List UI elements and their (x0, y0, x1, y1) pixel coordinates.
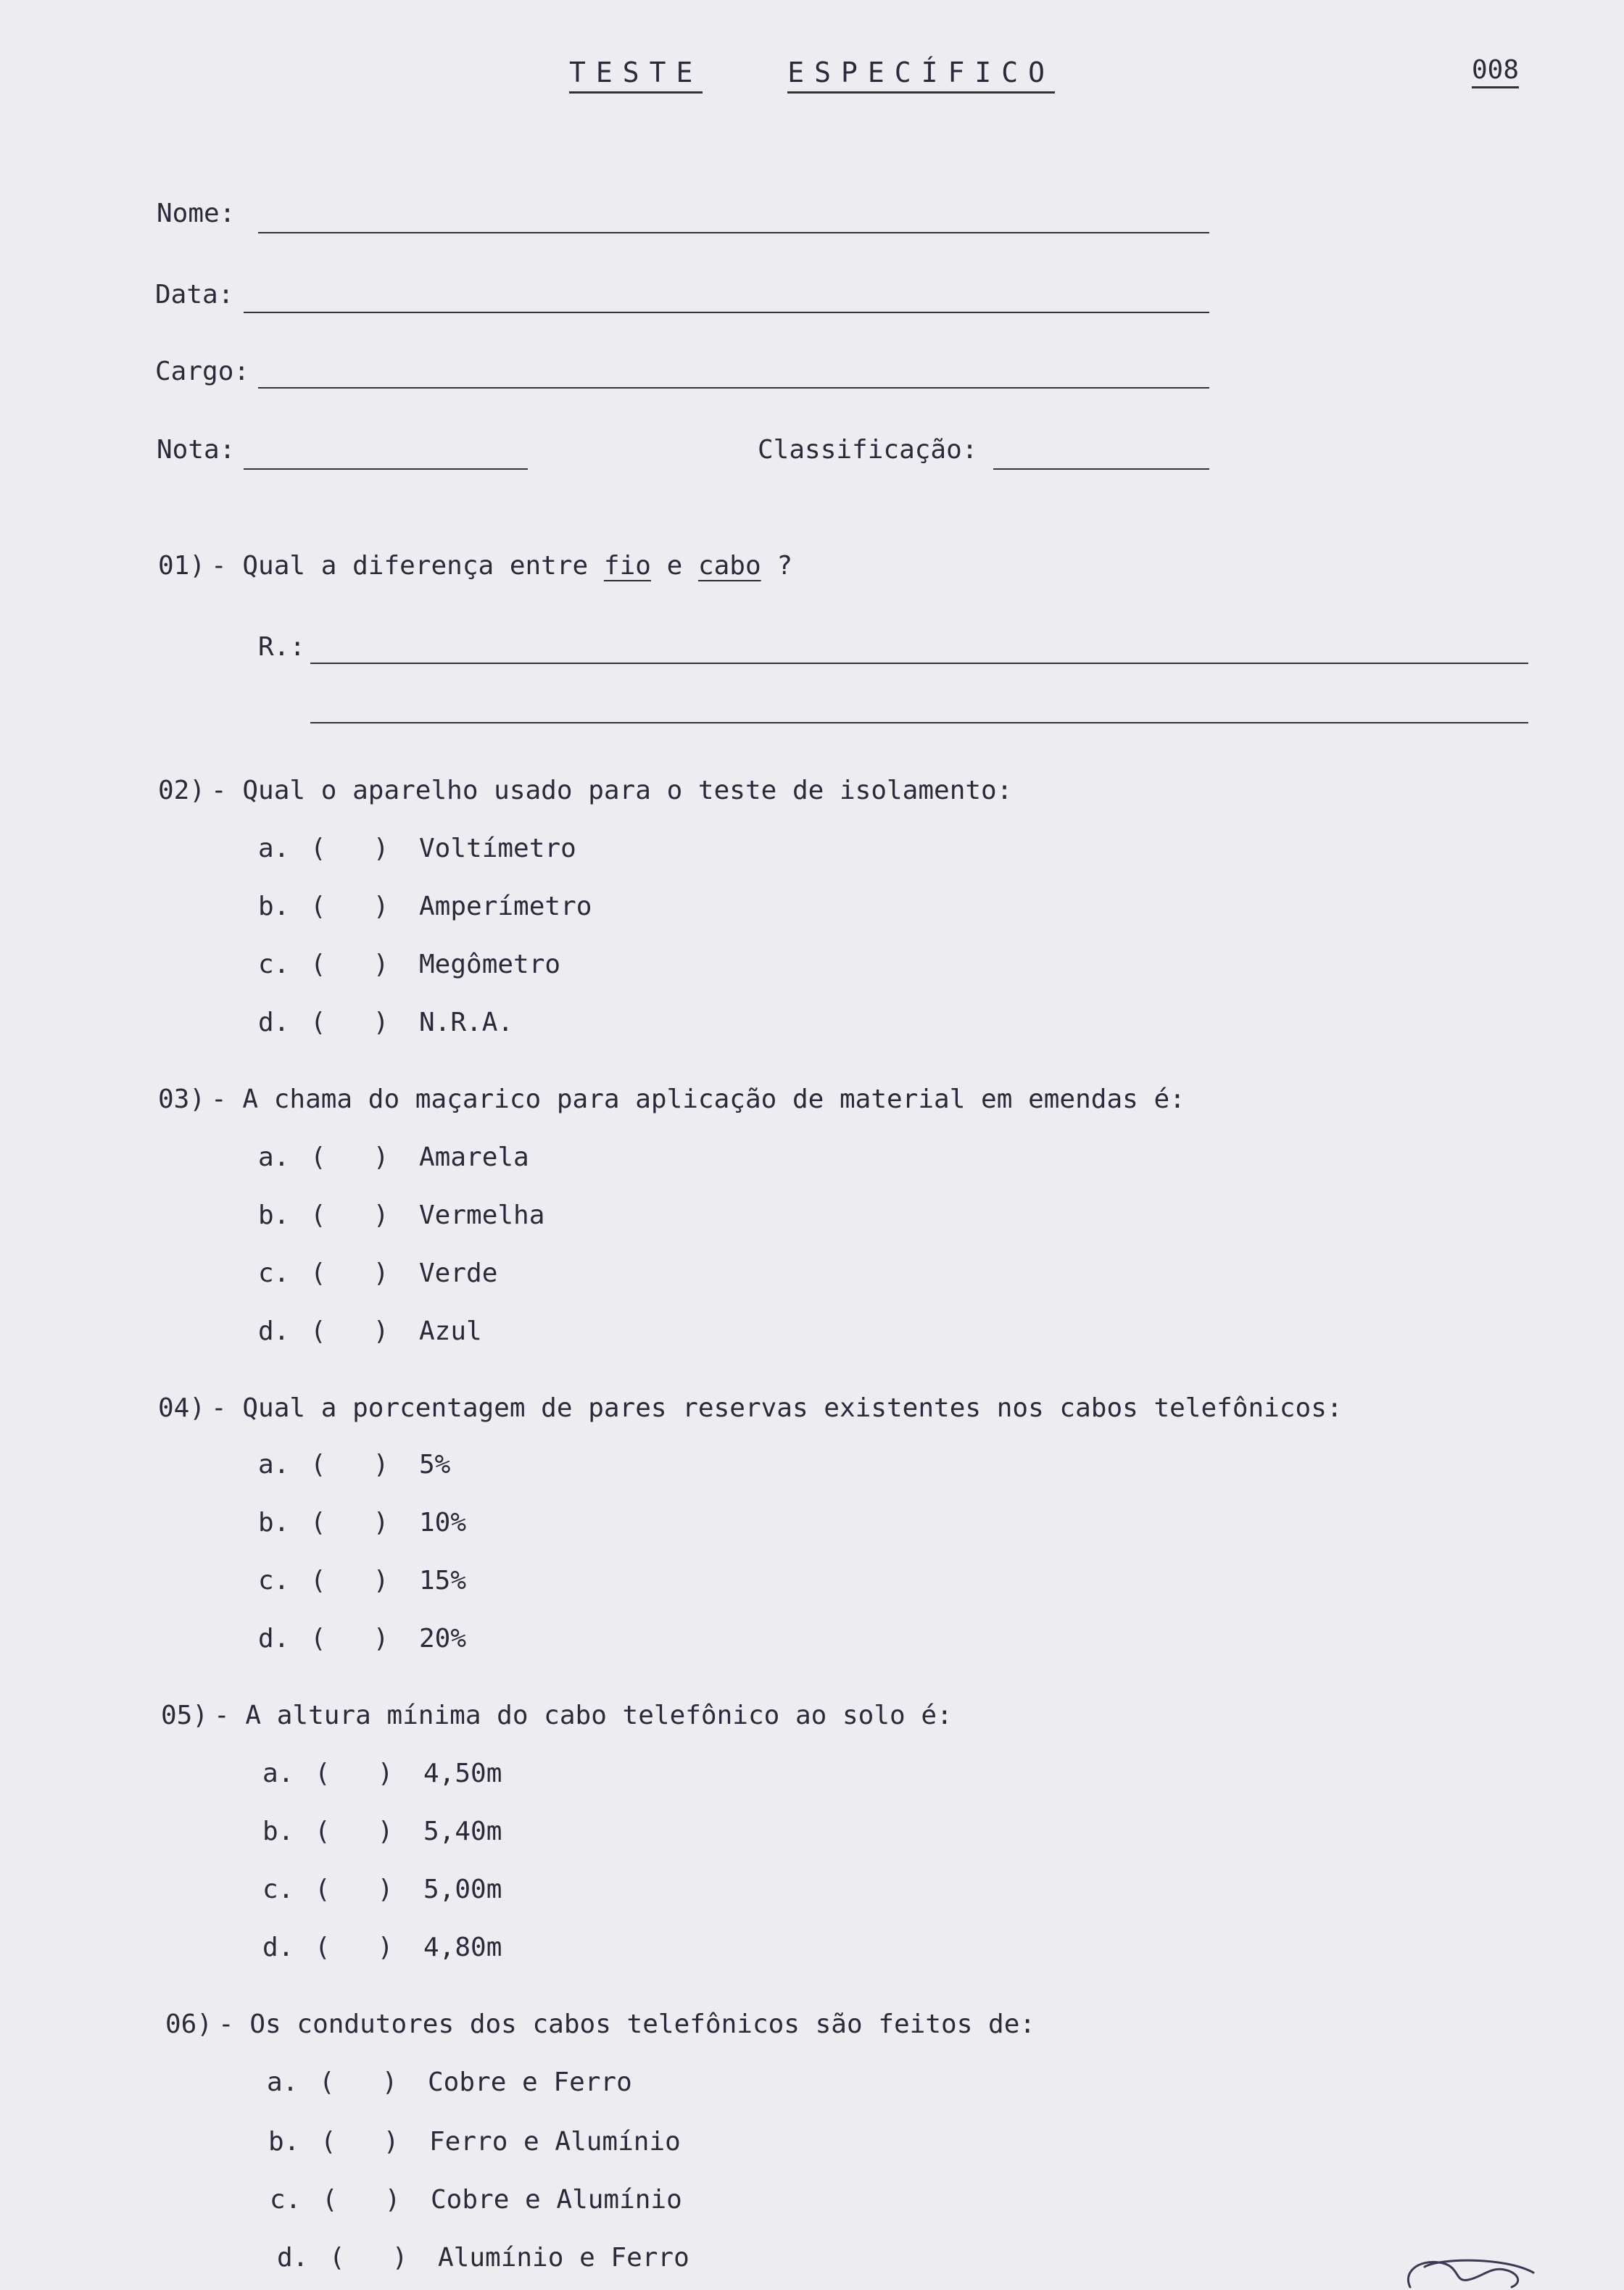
nome-label: Nome: (157, 199, 236, 228)
option-text: Vermelha (419, 1200, 545, 1230)
title-word-1: TESTE (569, 57, 703, 94)
q06-option-c[interactable] (270, 2185, 682, 2215)
question-text: - Qual a diferença entre (211, 551, 604, 581)
question-01 (158, 551, 792, 581)
option-checkbox[interactable]: ( ) (310, 834, 389, 863)
nota-line[interactable] (244, 468, 528, 470)
cargo-label: Cargo: (155, 357, 250, 386)
option-checkbox[interactable]: ( ) (310, 1566, 389, 1596)
q02-option-c[interactable] (258, 950, 560, 979)
option-letter: a. (258, 1450, 290, 1480)
question-text-mid: e (650, 551, 698, 581)
page-number: 008 (1472, 55, 1519, 88)
option-checkbox[interactable]: ( ) (322, 2185, 401, 2215)
option-checkbox[interactable]: ( ) (320, 2127, 399, 2157)
option-checkbox[interactable]: ( ) (315, 1933, 394, 1962)
q04-option-c[interactable] (258, 1566, 466, 1596)
data-label: Data: (155, 280, 234, 310)
nome-line[interactable] (258, 232, 1209, 233)
q06-option-a[interactable] (267, 2067, 632, 2097)
option-letter: a. (262, 1759, 294, 1788)
q06-option-b[interactable] (268, 2127, 681, 2157)
q03-option-d[interactable] (258, 1316, 482, 1346)
option-checkbox[interactable]: ( ) (310, 950, 389, 979)
option-text: Amarela (419, 1142, 529, 1172)
option-letter: d. (258, 1624, 290, 1654)
option-text: Amperímetro (419, 892, 592, 921)
q06-option-d[interactable] (277, 2243, 689, 2273)
q02-option-d[interactable] (258, 1008, 513, 1037)
q05-option-c[interactable] (262, 1875, 502, 1904)
question-number: 03) (158, 1084, 206, 1114)
classificacao-label: Classificação: (758, 435, 978, 465)
option-text: Megômetro (419, 950, 561, 979)
option-checkbox[interactable]: ( ) (319, 2067, 398, 2097)
option-text: 4,80m (423, 1933, 502, 1962)
q02-option-b[interactable] (258, 892, 592, 921)
option-text: Azul (419, 1316, 482, 1346)
question-number: 01) (158, 551, 206, 581)
answer-line-2[interactable] (310, 722, 1528, 723)
answer-label: R.: (258, 632, 306, 662)
option-checkbox[interactable]: ( ) (310, 1316, 389, 1346)
option-checkbox[interactable]: ( ) (315, 1875, 394, 1904)
option-letter: d. (277, 2243, 309, 2273)
question-text: - Os condutores dos cabos telefônicos são feitos de: (218, 2009, 1036, 2039)
option-letter: d. (258, 1316, 290, 1346)
option-checkbox[interactable]: ( ) (310, 1258, 389, 1288)
option-text: 5% (419, 1450, 451, 1480)
title-word-2: ESPECÍFICO (787, 57, 1055, 94)
q05-option-b[interactable] (262, 1817, 502, 1846)
option-letter: c. (258, 1566, 290, 1596)
question-04 (158, 1393, 1343, 1423)
option-checkbox[interactable]: ( ) (310, 1200, 389, 1230)
option-checkbox[interactable]: ( ) (310, 1508, 389, 1538)
question-number: 04) (158, 1393, 206, 1423)
option-letter: c. (258, 1258, 290, 1288)
q04-option-d[interactable] (258, 1624, 466, 1654)
option-text: Cobre e Alumínio (431, 2185, 682, 2215)
q05-option-d[interactable] (262, 1933, 502, 1962)
option-text: 5,40m (423, 1817, 502, 1846)
question-02 (158, 776, 1012, 805)
option-checkbox[interactable]: ( ) (310, 1142, 389, 1172)
option-letter: b. (262, 1817, 294, 1846)
option-text: Voltímetro (419, 834, 576, 863)
question-text: - A altura mínima do cabo telefônico ao solo é: (214, 1701, 953, 1730)
option-checkbox[interactable]: ( ) (310, 1450, 389, 1480)
answer-line-1[interactable] (310, 663, 1528, 664)
q05-option-a[interactable] (262, 1759, 502, 1788)
option-text: N.R.A. (419, 1008, 514, 1037)
q02-option-a[interactable] (258, 834, 576, 863)
option-letter: a. (267, 2067, 299, 2097)
option-checkbox[interactable]: ( ) (315, 1759, 394, 1788)
page-title (0, 57, 1624, 88)
question-text: - Qual a porcentagem de pares reservas existentes nos cabos telefônicos: (211, 1393, 1343, 1423)
q03-option-b[interactable] (258, 1200, 544, 1230)
q04-option-b[interactable] (258, 1508, 466, 1538)
option-text: 15% (419, 1566, 467, 1596)
question-number: 06) (165, 2009, 213, 2039)
option-checkbox[interactable]: ( ) (310, 892, 389, 921)
underlined-term-fio: fio (603, 551, 651, 581)
question-03 (158, 1084, 1185, 1114)
option-text: Cobre e Ferro (428, 2067, 632, 2097)
option-letter: a. (258, 1142, 290, 1172)
question-06 (165, 2009, 1035, 2039)
classificacao-line[interactable] (993, 468, 1209, 470)
option-letter: d. (262, 1933, 294, 1962)
option-text: 4,50m (423, 1759, 502, 1788)
option-text: 10% (419, 1508, 467, 1538)
option-letter: c. (262, 1875, 294, 1904)
question-text: - Qual o aparelho usado para o teste de isolamento: (211, 776, 1013, 805)
option-letter: b. (258, 1200, 290, 1230)
cargo-line[interactable] (258, 387, 1209, 389)
q03-option-c[interactable] (258, 1258, 497, 1288)
option-text: Ferro e Alumínio (429, 2127, 681, 2157)
option-checkbox[interactable]: ( ) (310, 1624, 389, 1654)
option-checkbox[interactable]: ( ) (329, 2243, 408, 2273)
option-text: Alumínio e Ferro (438, 2243, 689, 2273)
question-number: 02) (158, 776, 206, 805)
q03-option-a[interactable] (258, 1142, 529, 1172)
option-letter: a. (258, 834, 290, 863)
question-number: 05) (161, 1701, 209, 1730)
question-05 (161, 1701, 953, 1730)
nota-label: Nota: (157, 435, 236, 465)
option-letter: d. (258, 1008, 290, 1037)
question-text: - A chama do maçarico para aplicação de material em emendas é: (211, 1084, 1185, 1114)
data-line[interactable] (244, 312, 1209, 313)
question-text-end: ? (761, 551, 793, 581)
option-letter: c. (270, 2185, 302, 2215)
option-letter: b. (258, 892, 290, 921)
handwritten-initials (1396, 2251, 1541, 2290)
option-letter: b. (258, 1508, 290, 1538)
option-text: 20% (419, 1624, 467, 1654)
option-checkbox[interactable]: ( ) (310, 1008, 389, 1037)
option-letter: b. (268, 2127, 300, 2157)
option-checkbox[interactable]: ( ) (315, 1817, 394, 1846)
option-text: 5,00m (423, 1875, 502, 1904)
q04-option-a[interactable] (258, 1450, 450, 1480)
underlined-term-cabo: cabo (697, 551, 761, 581)
option-letter: c. (258, 950, 290, 979)
option-text: Verde (419, 1258, 498, 1288)
